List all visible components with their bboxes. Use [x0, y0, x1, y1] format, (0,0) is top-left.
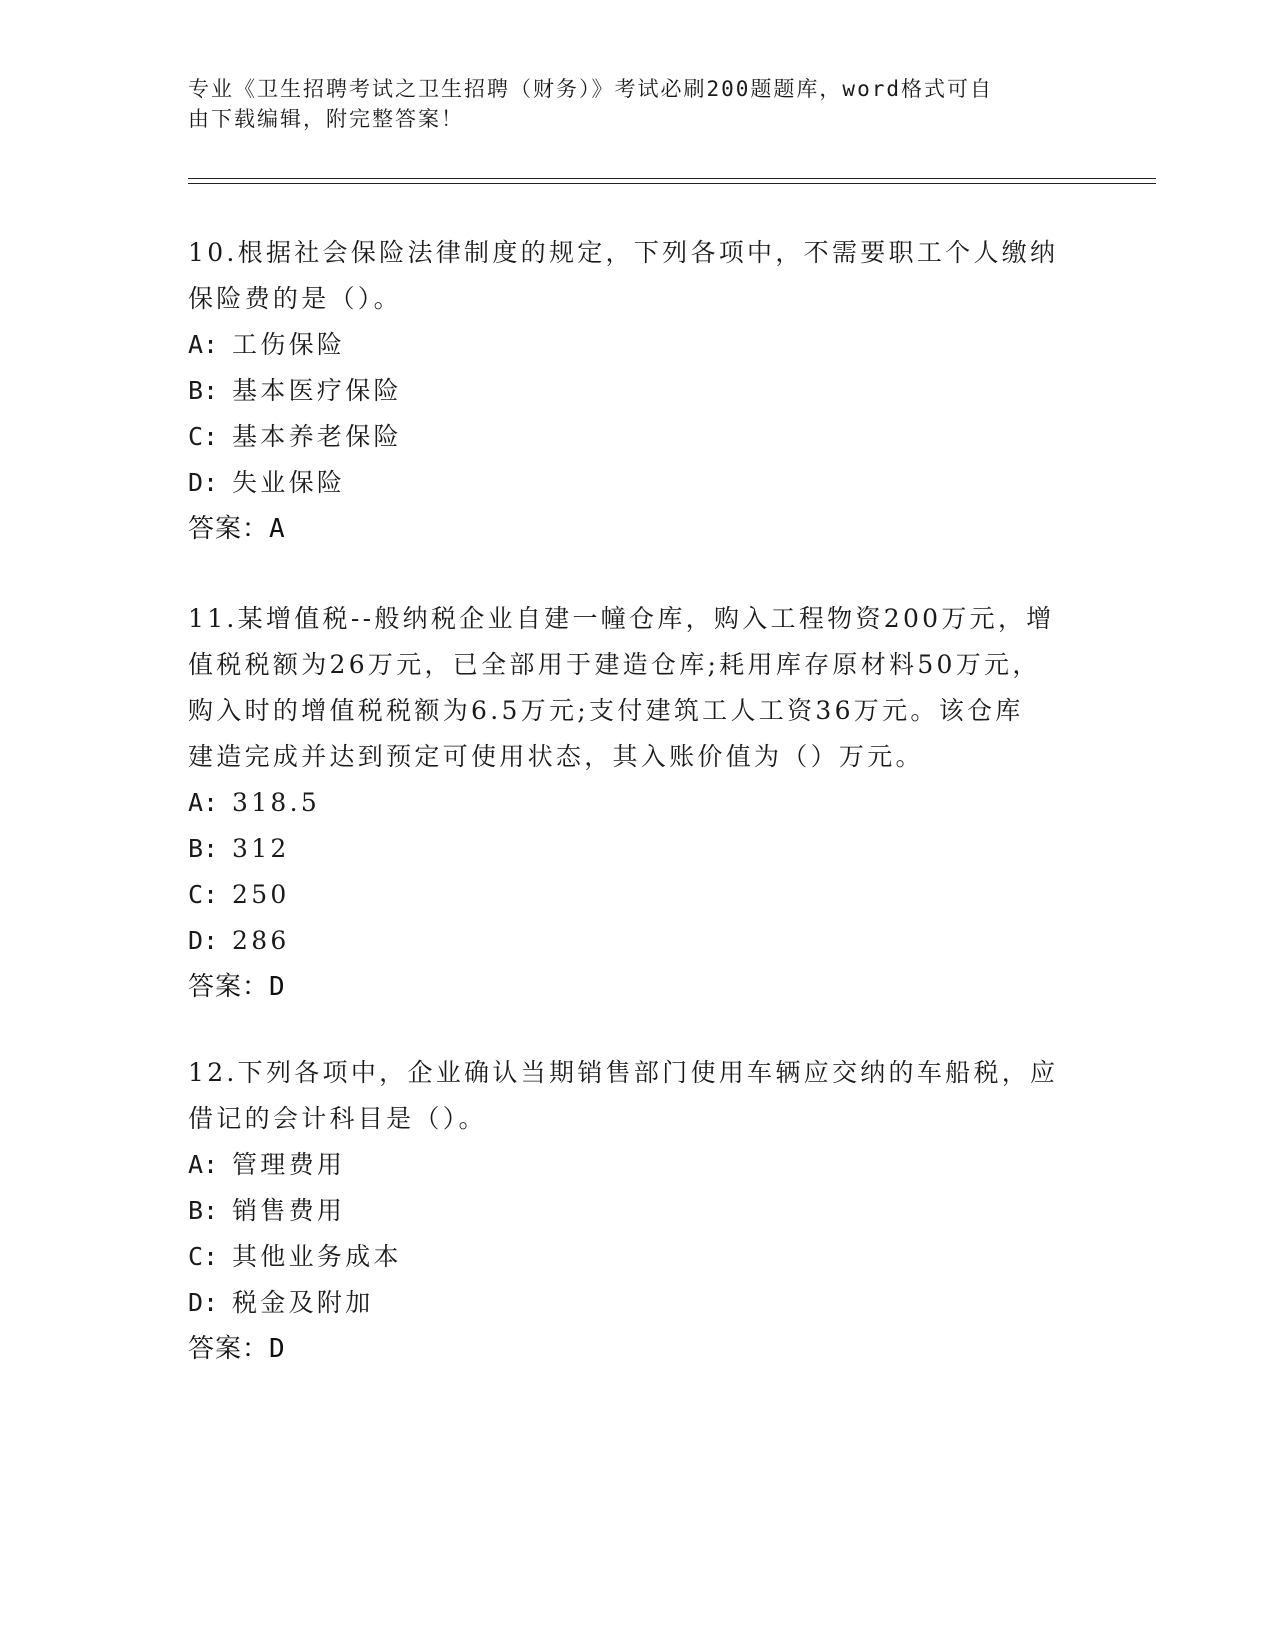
header-divider-top [188, 178, 1156, 179]
answer-value: D [269, 972, 286, 1002]
option-letter: D: [188, 926, 219, 955]
option-text: 286 [232, 926, 290, 955]
option-letter: D: [188, 468, 219, 497]
option-b [188, 826, 1088, 872]
answer-label: 答案： [188, 514, 270, 544]
question-12 [188, 1050, 1088, 1372]
option-text: 250 [232, 880, 290, 909]
header-line-1: 专业《卫生招聘考试之卫生招聘（财务）》考试必刷200题题库，word格式可自 [188, 77, 993, 101]
option-letter: D: [188, 1288, 219, 1317]
document-header [188, 74, 1068, 134]
answer-line [188, 964, 1088, 1010]
option-letter: A: [188, 788, 219, 817]
option-a [188, 1142, 1088, 1188]
option-text: 其他业务成本 [232, 1242, 402, 1271]
question-stem-line: 借记的会计科目是（）。 [188, 1104, 487, 1133]
option-c [188, 414, 1088, 460]
question-stem-line: 10.根据社会保险法律制度的规定，下列各项中，不需要职工个人缴纳 [188, 238, 1059, 267]
option-text: 基本医疗保险 [232, 376, 402, 405]
option-letter: B: [188, 834, 219, 863]
option-letter: A: [188, 1150, 219, 1179]
option-a [188, 780, 1088, 826]
option-d [188, 460, 1088, 506]
answer-line [188, 1326, 1088, 1372]
option-c [188, 872, 1088, 918]
question-10 [188, 230, 1088, 552]
answer-label: 答案： [188, 972, 270, 1002]
option-text: 318.5 [232, 788, 321, 817]
option-letter: A: [188, 330, 219, 359]
option-b [188, 1188, 1088, 1234]
option-letter: C: [188, 880, 219, 909]
question-stem-line: 11.某增值税--般纳税企业自建一幢仓库，购入工程物资200万元，增 [188, 604, 1055, 633]
answer-line [188, 506, 1088, 552]
question-11 [188, 596, 1088, 1010]
question-stem-line: 12.下列各项中，企业确认当期销售部门使用车辆应交纳的车船税，应 [188, 1058, 1059, 1087]
option-text: 312 [232, 834, 290, 863]
answer-label: 答案： [188, 1334, 270, 1364]
option-text: 失业保险 [232, 468, 346, 497]
option-text: 工伤保险 [232, 330, 346, 359]
option-letter: B: [188, 376, 219, 405]
question-stem-line: 购入时的增值税税额为6.5万元;支付建筑工人工资36万元。该仓库 [188, 696, 1024, 725]
answer-value: D [269, 1334, 286, 1364]
option-text: 管理费用 [232, 1150, 346, 1179]
option-a [188, 322, 1088, 368]
header-line-2: 由下载编辑，附完整答案！ [188, 107, 464, 131]
question-stem-line: 值税税额为26万元，已全部用于建造仓库;耗用库存原材料50万元， [188, 650, 1041, 679]
option-letter: C: [188, 1242, 219, 1271]
question-stem-line: 建造完成并达到预定可使用状态，其入账价值为（）万元。 [188, 742, 924, 771]
question-stem-line: 保险费的是（）。 [188, 284, 402, 313]
option-letter: C: [188, 422, 219, 451]
option-letter: B: [188, 1196, 219, 1225]
header-divider-bottom [188, 183, 1156, 184]
option-d [188, 1280, 1088, 1326]
option-text: 税金及附加 [232, 1288, 374, 1317]
option-c [188, 1234, 1088, 1280]
option-text: 销售费用 [232, 1196, 346, 1225]
answer-value: A [269, 514, 286, 544]
option-text: 基本养老保险 [232, 422, 402, 451]
option-b [188, 368, 1088, 414]
option-d [188, 918, 1088, 964]
